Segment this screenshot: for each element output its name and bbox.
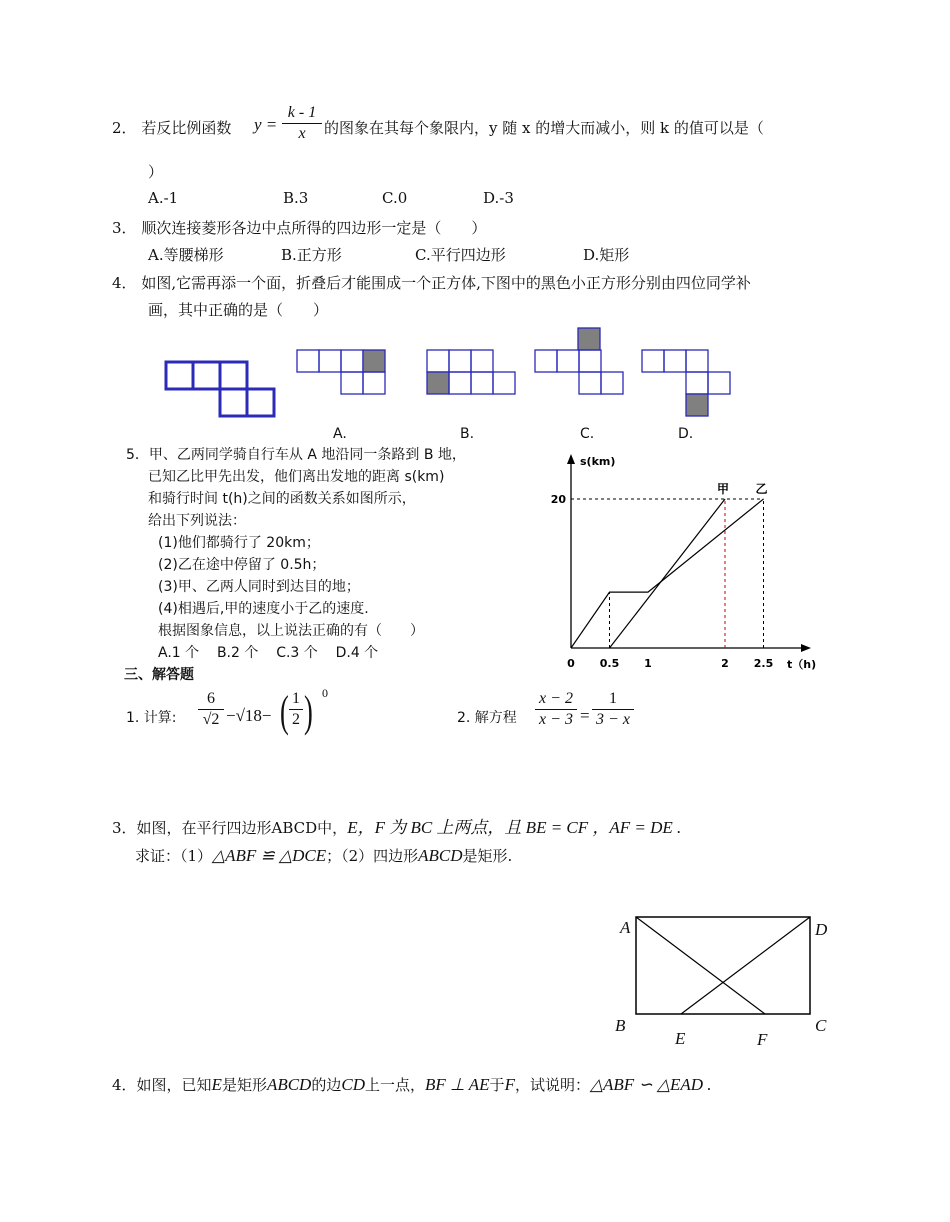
q5-option-d: D.4 个 — [335, 645, 379, 661]
series-label-0: 甲 — [716, 482, 730, 496]
q2-fn-y: y = — [254, 115, 278, 134]
p1-half-den: 2 — [292, 711, 300, 728]
q5-line-8: (4)相遇后,甲的速度小于乙的速度. — [158, 601, 369, 617]
x-tick-label-2: 1 — [644, 657, 652, 670]
x-tick-label-4: 2.5 — [753, 657, 774, 670]
vertex-c: C — [815, 1016, 827, 1035]
q3b-math: E，F 为 BC 上两点，且 BE = CF ，AF = DE . — [347, 818, 682, 837]
q4b-t2: 的边 — [311, 1076, 342, 1094]
q5-line-3: 和骑行时间 t(h)之间的函数关系如图所示， — [148, 491, 416, 507]
q4b-m2: ABCD — [266, 1075, 312, 1094]
q5-line-4: 给出下列说法： — [148, 513, 246, 529]
q2-option-c: C.0 — [382, 189, 408, 207]
q4b-m5: F — [504, 1075, 515, 1094]
section-heading: 三、解答题 — [124, 667, 194, 683]
q3-option-b: B.正方形 — [281, 246, 342, 264]
x-tick-label-0: 0 — [567, 657, 575, 670]
q4-text-line1: 如图,它需再添一个面，折叠后才能围成一个正方体,下图中的黑色小正方形分别由四位同学补 — [141, 274, 751, 292]
x-tick-label-1: 0.5 — [599, 657, 620, 670]
x-tick-label-3: 2 — [721, 657, 729, 670]
y-tick-label-0: 20 — [550, 493, 566, 506]
q3-option-a: A.等腰梯形 — [148, 246, 224, 264]
q4b-t4: 于 — [489, 1076, 505, 1094]
q5-option-c: C.3 个 — [276, 645, 318, 661]
series-label-1: 乙 — [755, 482, 768, 496]
q5-line-9: 根据图象信息，以上说法正确的有（ ） — [158, 623, 424, 639]
rectangle-abcd — [636, 917, 810, 1014]
net-label-c: C. — [580, 426, 595, 442]
q4b-m3: CD — [341, 1075, 365, 1094]
net-label-a: A. — [333, 426, 347, 442]
q2-frac-num: k - 1 — [287, 104, 317, 121]
p2-lhs-num: x − 2 — [539, 690, 573, 707]
p2-equals: = — [580, 706, 590, 725]
p2-lhs-den: x − 3 — [539, 711, 573, 728]
q5-line-2: 已知乙比甲先出发，他们离出发地的距离 s(km) — [148, 469, 445, 485]
q4b-t5: ，试说明： — [514, 1076, 590, 1094]
q3b-line2-suffix: 是矩形. — [462, 847, 513, 865]
q3b-line2-mid: ；（2）四边形 — [326, 847, 419, 865]
q4b-m6: △ABF ∽ △EAD . — [589, 1075, 712, 1094]
q4-number: 4． — [112, 274, 137, 292]
p1-right-paren: ) — [304, 687, 313, 736]
q3-option-c: C.平行四边形 — [415, 246, 506, 264]
q2-number: 2． — [112, 119, 137, 137]
p1-half-num: 1 — [292, 690, 300, 707]
q4b-m1: E — [211, 1075, 222, 1094]
q5-line-6: (2)乙在途中停留了 0.5h； — [158, 557, 326, 573]
vertex-a: A — [620, 918, 631, 937]
q2-option-b: B.3 — [283, 189, 309, 207]
vertex-b: B — [615, 1016, 626, 1035]
q3-text: 顺次连接菱形各边中点所得的四边形一定是（ ） — [141, 219, 487, 237]
q5-line-7: (3)甲、乙两人同时到达目的地； — [158, 579, 360, 595]
q4b-t1: 是矩形 — [221, 1076, 267, 1094]
p1-exponent: 0 — [322, 686, 328, 700]
p1-frac-den: √2 — [202, 711, 220, 728]
q2-close-paren: ） — [148, 163, 164, 181]
p1-label: 1. 计算: — [126, 710, 177, 726]
point-e: E — [675, 1029, 686, 1048]
point-f: F — [757, 1030, 768, 1049]
q5-option-b: B.2 个 — [216, 645, 259, 661]
q5-line-5: (1)他们都骑行了 20km； — [158, 535, 320, 551]
q2-option-a: A.-1 — [148, 189, 179, 207]
p2-label: 2. 解方程 — [457, 710, 517, 726]
q4b-prefix: 4．如图，已知 — [112, 1076, 212, 1094]
q3-option-d: D.矩形 — [583, 246, 630, 264]
p2-rhs-num: 1 — [609, 690, 617, 707]
x-axis-label: t（h) — [787, 658, 817, 671]
q2-option-d: D.-3 — [483, 189, 514, 207]
q4b-m4: BF ⊥ AE — [425, 1075, 490, 1094]
q3b-line2-prefix: 求证：（1） — [135, 847, 213, 865]
p1-sqrt18: −√18− — [226, 706, 272, 725]
q5-line-1: 5．甲、乙两同学骑自行车从 A 地沿同一条路到 B 地， — [126, 447, 466, 463]
q4b-line — [112, 1074, 712, 1095]
net-label-d: D. — [678, 426, 694, 442]
p2-rhs-den: 3 − x — [596, 711, 630, 728]
q3b-congruence: △ABF ≌ △DCE — [212, 846, 327, 865]
net-label-b: B. — [460, 426, 475, 442]
q5-option-a: A.1 个 — [158, 645, 200, 661]
y-axis-label: s(km) — [580, 455, 616, 468]
q2-text-after: 的图象在其每个象限内，y 随 x 的增大而减小，则 k 的值可以是（ — [324, 119, 764, 137]
q3-number: 3． — [112, 219, 137, 237]
vertex-d: D — [815, 920, 828, 939]
q4b-t3: 上一点， — [364, 1076, 425, 1094]
p1-left-paren: ( — [280, 687, 289, 736]
q4-text-line2: 画，其中正确的是（ ） — [148, 301, 329, 319]
q3b-quad-name: ABCD — [418, 846, 463, 865]
p1-frac-num: 6 — [207, 690, 215, 707]
q2-frac-den: x — [298, 125, 306, 142]
q2-text-before: 若反比例函数 — [141, 119, 232, 137]
q3b-prefix: 3．如图，在平行四边形ABCD中， — [112, 819, 348, 837]
